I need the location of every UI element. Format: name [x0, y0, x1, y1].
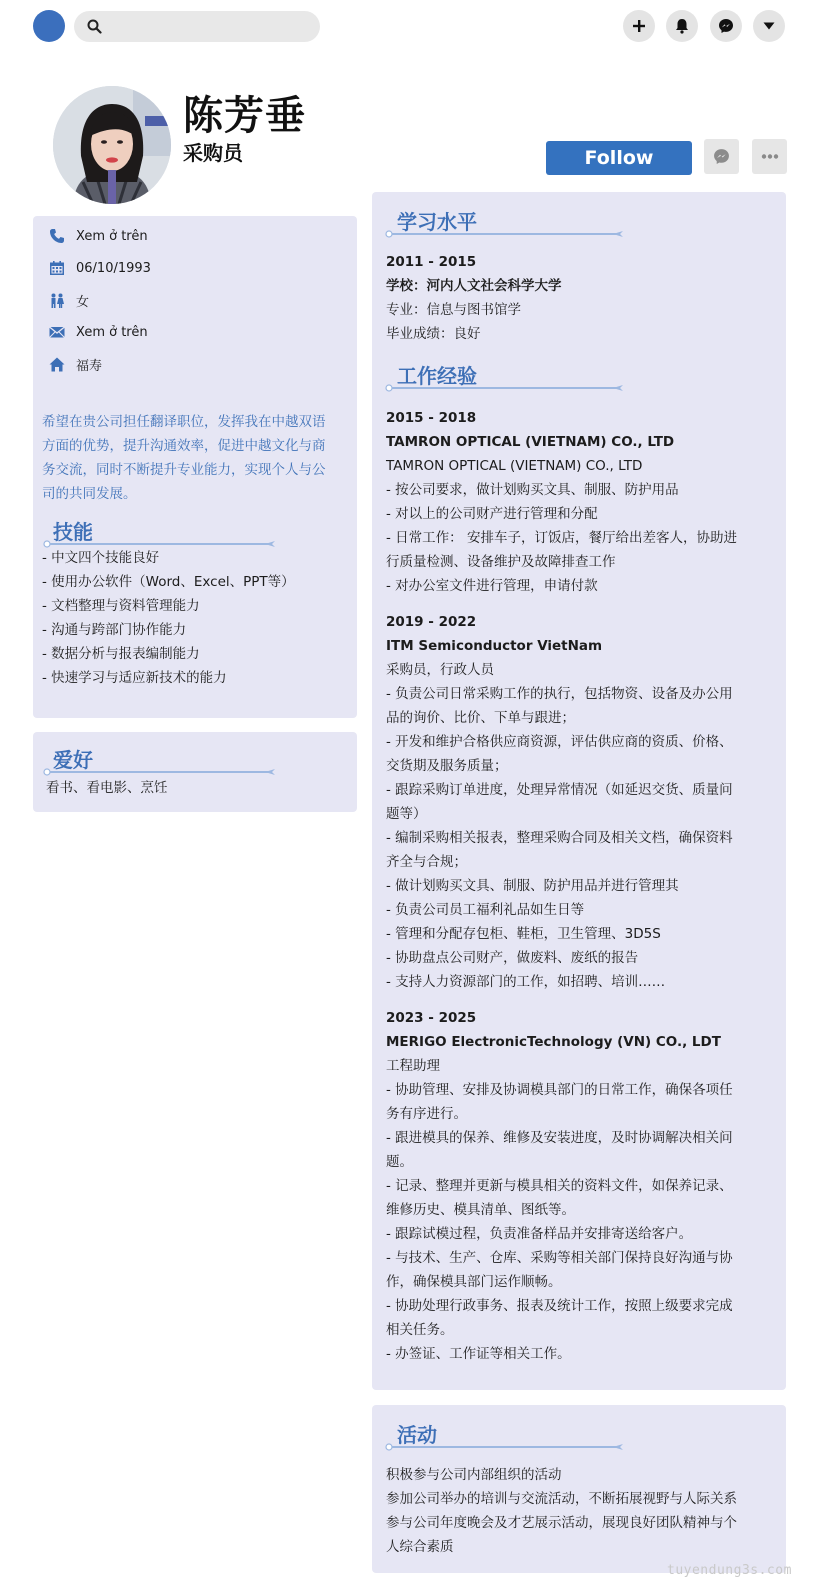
contact-address — [48, 355, 102, 374]
job-line: - 负责公司日常采购工作的执行，包括物资、设备及办公用 — [386, 686, 733, 702]
caret-down-icon — [763, 22, 775, 30]
activities-title: 活动 — [397, 1423, 437, 1447]
education-school: 学校：河内人文社会科学大学 — [386, 278, 562, 294]
education-block — [386, 250, 562, 346]
education-grade: 毕业成绩：良好 — [386, 326, 481, 342]
job-line: - 按公司要求，做计划购买文具、制服、防护用品 — [386, 482, 679, 498]
job-line: - 办签证、工作证等相关工作。 — [386, 1346, 571, 1362]
main-card — [372, 192, 786, 1390]
job-line: - 协助盘点公司财产，做废料、废纸的报告 — [386, 950, 639, 966]
contact-phone — [48, 227, 148, 245]
plus-button[interactable] — [623, 10, 655, 42]
job-entry — [386, 406, 737, 598]
job-line: 品的询价、比价、下单与跟进； — [386, 710, 575, 726]
education-title-underline — [385, 230, 625, 238]
intro-text: 希望在贵公司担任翻译职位，发挥我在中越双语方面的优势，提升沟通效率，促进中越文化与商务交流，同时不断提升专业能力，实现个人与公司的共同发展。 — [42, 414, 326, 502]
search-input[interactable] — [74, 11, 320, 42]
job-company: MERIGO ElectronicTechnology (VN) CO., LDT — [386, 1034, 721, 1050]
skill-item: - 文档整理与资料管理能力 — [42, 598, 200, 614]
contact-email — [48, 323, 148, 341]
messenger-button[interactable] — [710, 10, 742, 42]
job-line: 题等） — [386, 806, 427, 822]
job-line: - 对办公室文件进行管理，申请付款 — [386, 578, 598, 594]
job-line: - 对以上的公司财产进行管理和分配 — [386, 506, 598, 522]
hobbies-card — [33, 732, 357, 812]
hobbies-title: 爱好 — [53, 748, 93, 772]
job-period: 2019 - 2022 — [386, 614, 477, 630]
logo-icon[interactable] — [33, 10, 65, 42]
job-line: - 做计划购买文具、制服、防护用品并进行管理其 — [386, 878, 679, 894]
activity-line: 参与公司年度晚会及才艺展示活动，展现良好团队精神与个 — [386, 1515, 737, 1531]
education-period: 2011 - 2015 — [386, 254, 477, 270]
activity-line: 积极参与公司内部组织的活动 — [386, 1467, 562, 1483]
contact-email-text: Xem ở trên — [76, 324, 148, 340]
contact-phone-text: Xem ở trên — [76, 228, 148, 244]
experience-title-underline — [385, 384, 625, 392]
job-company: TAMRON OPTICAL (VIETNAM) CO., LTD — [386, 434, 675, 450]
activity-line: 人综合素质 — [386, 1539, 454, 1555]
job-company: ITM Semiconductor VietNam — [386, 638, 603, 654]
job-line: - 跟进模具的保养、维修及安装进度，及时协调解决相关问 — [386, 1130, 733, 1146]
job-line: 相关任务。 — [386, 1322, 454, 1338]
job-line: 行质量检测、设备维护及故障排查工作 — [386, 554, 616, 570]
contact-birthday-text: 06/10/1993 — [76, 260, 151, 276]
job-line: 作，确保模具部门运作顺畅。 — [386, 1274, 562, 1290]
job-line: - 负责公司员工福利礼品如生日等 — [386, 902, 585, 918]
plus-icon — [632, 19, 646, 33]
activities-card — [372, 1405, 786, 1573]
experience-title: 工作经验 — [397, 364, 477, 388]
job-period: 2023 - 2025 — [386, 1010, 477, 1026]
job-line: - 管理和分配存包柜、鞋柜，卫生管理、3D5S — [386, 926, 661, 942]
home-icon — [49, 357, 65, 372]
hobbies-text: 看书、看电影、烹饪 — [46, 780, 168, 796]
messenger-icon — [713, 148, 730, 165]
bell-icon — [675, 18, 689, 34]
phone-icon — [49, 228, 65, 244]
skill-item: - 中文四个技能良好 — [42, 550, 160, 566]
job-line: - 记录、整理并更新与模具相关的资料文件，如保养记录、 — [386, 1178, 733, 1194]
education-title: 学习水平 — [397, 210, 477, 234]
contact-gender-text: 女 — [76, 295, 90, 310]
job-line: 齐全与合规； — [386, 854, 467, 870]
follow-button[interactable]: Follow — [546, 141, 692, 175]
more-options-button[interactable] — [752, 139, 787, 174]
job-line: 维修历史、模具清单、图纸等。 — [386, 1202, 575, 1218]
skill-item: - 数据分析与报表编制能力 — [42, 646, 200, 662]
job-line: - 协助处理行政事务、报表及统计工作，按照上级要求完成 — [386, 1298, 733, 1314]
job-entry — [386, 610, 733, 994]
calendar-icon — [49, 260, 65, 276]
job-line: 题。 — [386, 1154, 413, 1170]
profile-role: 采购员 — [183, 141, 243, 165]
job-line: - 跟踪试模过程，负责准备样品并安排寄送给客户。 — [386, 1226, 693, 1242]
job-line: - 与技术、生产、仓库、采购等相关部门保持良好沟通与协 — [386, 1250, 733, 1266]
job-period: 2015 - 2018 — [386, 410, 477, 426]
job-entry — [386, 1006, 733, 1366]
more-icon — [761, 154, 779, 159]
messenger-icon — [718, 18, 734, 34]
skills-list — [42, 546, 295, 690]
hobbies-title-underline — [43, 768, 277, 776]
activities-list — [386, 1463, 737, 1559]
mail-icon — [49, 325, 65, 339]
education-major: 专业：信息与图书馆学 — [386, 302, 521, 318]
profile-name: 陈芳垂 — [183, 93, 306, 139]
watermark: tuyendung3s.com — [667, 1563, 792, 1578]
activities-title-underline — [385, 1443, 625, 1451]
job-line: - 跟踪采购订单进度，处理异常情况（如延迟交货、质量问 — [386, 782, 733, 798]
job-line: - 支持人力资源部门的工作，如招聘、培训…… — [386, 974, 666, 990]
message-button[interactable] — [704, 139, 739, 174]
job-line: 务有序进行。 — [386, 1106, 467, 1122]
skill-item: - 使用办公软件（Word、Excel、PPT等） — [42, 574, 295, 590]
job-line: - 编制采购相关报表，整理采购合同及相关文档，确保资料 — [386, 830, 733, 846]
notifications-button[interactable] — [666, 10, 698, 42]
activity-line: 参加公司举办的培训与交流活动，不断拓展视野与人际关系 — [386, 1491, 737, 1507]
job-line: - 协助管理、安排及协调模具部门的日常工作，确保各项任 — [386, 1082, 733, 1098]
job-line: 采购员，行政人员 — [386, 662, 494, 678]
contact-gender — [48, 291, 89, 310]
search-icon — [87, 19, 102, 34]
skill-item: - 沟通与跨部门协作能力 — [42, 622, 187, 638]
job-line: TAMRON OPTICAL (VIETNAM) CO., LTD — [386, 458, 643, 474]
contact-birthday — [48, 259, 151, 277]
job-line: - 日常工作： 安排车子，订饭店，餐厅给出差客人，协助进 — [386, 530, 737, 546]
profile-avatar — [53, 86, 171, 204]
account-menu-button[interactable] — [753, 10, 785, 42]
contact-address-text: 福寿 — [76, 359, 103, 374]
job-line: - 开发和维护合格供应商资源，评估供应商的资质、价格、 — [386, 734, 733, 750]
job-line: 工程助理 — [386, 1058, 440, 1074]
info-card — [33, 216, 357, 718]
job-line: 交货期及服务质量； — [386, 758, 508, 774]
skill-item: - 快速学习与适应新技术的能力 — [42, 670, 227, 686]
skills-title: 技能 — [53, 520, 93, 544]
gender-icon — [49, 293, 65, 309]
